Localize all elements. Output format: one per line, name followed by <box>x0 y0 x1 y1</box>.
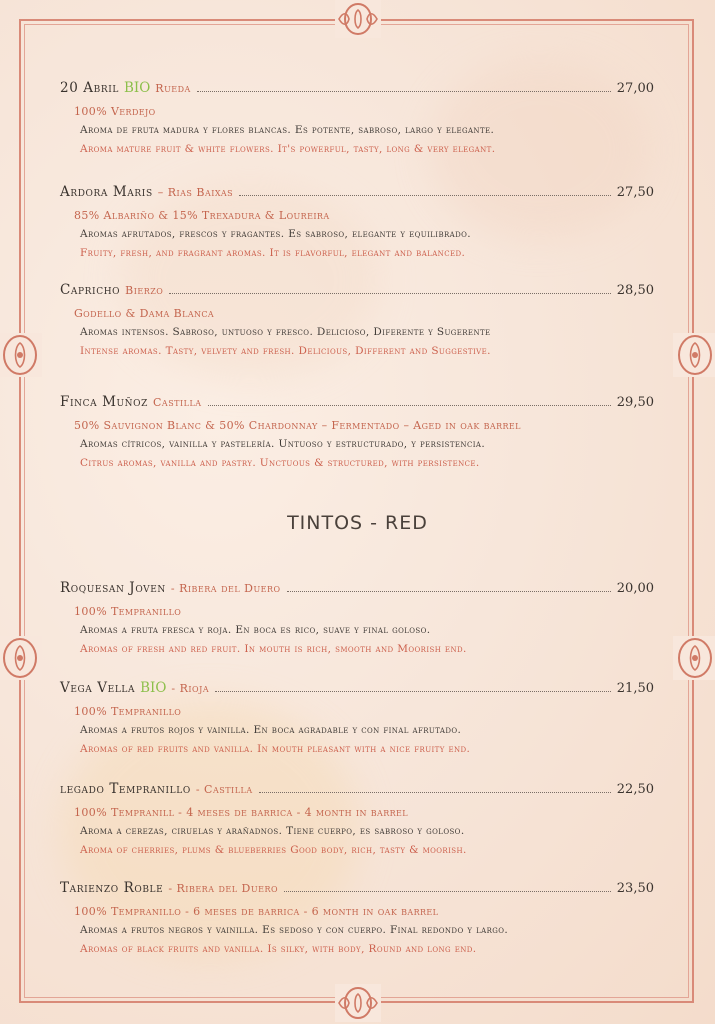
wine-price: 22,50 <box>616 782 654 797</box>
wine-entry <box>60 680 654 756</box>
wine-entry <box>60 580 654 656</box>
ornament-left-icon <box>0 636 42 680</box>
dot-leader <box>239 194 611 196</box>
wine-description-en: Aroma mature fruit & white flowers. It's powerful, tasty, long & very elegant. <box>80 143 496 155</box>
wine-entry <box>60 781 654 857</box>
wine-grape: 50% Sauvignon Blanc & 50% Chardonnay – Fermentado – Aged in oak barrel <box>74 419 521 432</box>
wine-region: - Rioja <box>171 682 210 695</box>
wine-grape: 100% Tempranillo <box>74 605 182 618</box>
wine-grape: 100% Tempranill - 4 meses de barrica - 4 month in barrel <box>74 806 409 819</box>
wine-description-es: Aromas cítricos, vainilla y pastelería. Untuoso y estructurado, y persistencia. <box>80 438 486 450</box>
wine-name: Tarienzo Roble <box>60 880 164 896</box>
dot-leader <box>284 890 611 892</box>
dot-leader <box>259 791 611 793</box>
wine-description-en: Aromas of fresh and red fruit. In mouth is rich, smooth and Moorish end. <box>80 643 467 655</box>
wine-grape: 100% Tempranillo - 6 meses de barrica - 6 month in oak barrel <box>74 905 439 918</box>
wine-header <box>60 282 654 302</box>
wine-name: Finca Muñoz <box>60 394 148 410</box>
wine-header <box>60 680 654 700</box>
wine-region: - Ribera del Duero <box>168 882 279 895</box>
wine-price: 27,00 <box>616 81 654 96</box>
wine-description-es: Aromas a frutos negros y vainilla. Es sedoso y con cuerpo. Final redondo y largo. <box>80 924 509 936</box>
dot-leader <box>208 404 611 406</box>
bio-badge: BIO <box>123 80 151 96</box>
dot-leader <box>215 690 611 692</box>
ornament-right-icon <box>673 636 715 680</box>
wine-grape: 85% Albariño & 15% Trexadura & Loureira <box>74 209 330 222</box>
wine-description-es: Aromas a fruta fresca y roja. En boca es rico, suave y final goloso. <box>80 624 431 636</box>
wine-name: 20 Abril <box>60 80 119 96</box>
wine-description-en: Intense aromas. Tasty, velvety and fresh. Delicious, Different and Suggestive. <box>80 345 491 357</box>
wine-name: Ardora Maris <box>60 184 153 200</box>
wine-description-es: Aromas afrutados, frescos y fragantes. Es sabroso, elegante y equilibrado. <box>80 228 472 240</box>
wine-grape: 100% Verdejo <box>74 105 156 118</box>
wine-description-es: Aromas intensos. Sabroso, untuoso y fresco. Delicioso, Diferente y Sugerente <box>80 326 491 338</box>
wine-header <box>60 184 654 204</box>
wine-price: 23,50 <box>616 881 654 896</box>
wine-region: - Ribera del Duero <box>170 582 281 595</box>
ornament-right-icon <box>673 333 715 377</box>
wine-price: 28,50 <box>616 283 654 298</box>
wine-name: Capricho <box>60 282 121 298</box>
wine-description-es: Aroma de fruta madura y flores blancas. Es potente, sabroso, largo y elegante. <box>80 124 495 136</box>
dot-leader <box>197 90 611 92</box>
wine-description-en: Aromas of black fruits and vanilla. Is silky, with body, Round and long end. <box>80 943 477 955</box>
wine-name: Vega Vella <box>60 680 136 696</box>
wine-header <box>60 80 654 100</box>
wine-header <box>60 394 654 414</box>
wine-region: Castilla <box>153 396 202 409</box>
wine-grape: 100% Tempranillo <box>74 705 182 718</box>
wine-price: 29,50 <box>616 395 654 410</box>
wine-grape: Godello & Dama Blanca <box>74 307 215 320</box>
wine-name: Roquesan Joven <box>60 580 166 596</box>
wine-region: - Castilla <box>195 783 253 796</box>
dot-leader <box>287 590 611 592</box>
wine-region: Bierzo <box>125 284 164 297</box>
wine-region: – Rias Baixas <box>157 186 234 199</box>
wine-entry <box>60 184 654 260</box>
wine-header <box>60 880 654 900</box>
wine-description-es: Aroma a cerezas, ciruelas y arañadnos. Tiene cuerpo, es sabroso y goloso. <box>80 825 465 837</box>
wine-header <box>60 781 654 801</box>
wine-header <box>60 580 654 600</box>
wine-description-en: Citrus aromas, vanilla and pastry. Unctuous & structured, with persistence. <box>80 457 480 469</box>
ornament-bottom-icon <box>335 984 381 1022</box>
wine-entry <box>60 282 654 358</box>
wine-price: 21,50 <box>616 681 654 696</box>
wine-name: legado Tempranillo <box>60 781 191 797</box>
wine-description-es: Aromas a frutos rojos y vainilla. En boca agradable y con final afrutado. <box>80 724 462 736</box>
wine-entry <box>60 80 654 156</box>
wine-description-en: Aroma of cherries, plums & blueberries Good body, rich, tasty & moorish. <box>80 844 467 856</box>
bio-badge: BIO <box>140 680 167 696</box>
ornament-left-icon <box>0 333 42 377</box>
wine-description-en: Aromas of red fruits and vanilla. In mouth pleasant with a nice fruity end. <box>80 743 471 755</box>
wine-price: 27,50 <box>616 185 654 200</box>
ornament-top-icon <box>335 0 381 38</box>
section-title: TINTOS - RED <box>287 512 428 534</box>
wine-entry <box>60 880 654 956</box>
wine-region: Rueda <box>155 82 191 95</box>
wine-price: 20,00 <box>616 581 654 596</box>
dot-leader <box>169 292 610 294</box>
wine-description-en: Fruity, fresh, and fragrant aromas. It is flavorful, elegant and balanced. <box>80 247 466 259</box>
wine-entry <box>60 394 654 470</box>
